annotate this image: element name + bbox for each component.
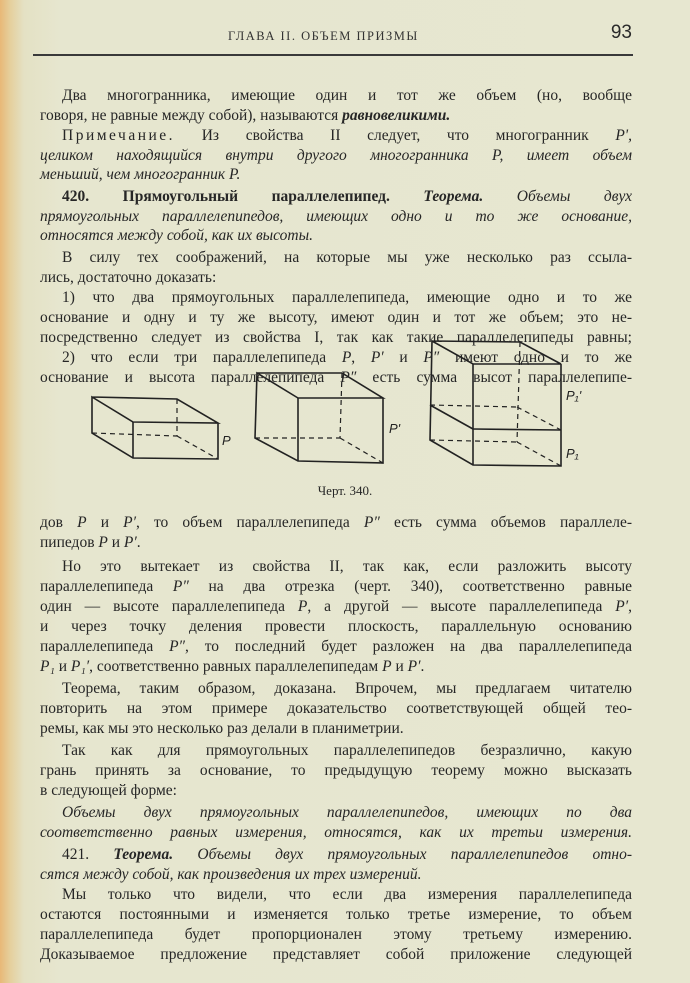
text-run: и bbox=[391, 658, 408, 675]
box-p bbox=[92, 397, 218, 459]
text-run: Так как для прямоугольных параллелепипедов безразлично, какую bbox=[62, 742, 632, 759]
text-run: и bbox=[86, 514, 124, 531]
text-run: посредственно следует из свойства I, так как такие параллелепипеды равны; bbox=[40, 329, 632, 346]
text-run: . bbox=[420, 658, 425, 675]
text-run: грань принять за основание, то предыдущую теорему можно высказать bbox=[40, 762, 632, 779]
box-p-double-prime bbox=[430, 341, 561, 466]
text-run: P″ bbox=[169, 638, 186, 655]
text-run: основание и одну и ту же высоту, имеют один и тот же объем; это не- bbox=[40, 309, 632, 326]
text-run: P', bbox=[615, 127, 632, 144]
text-run: в следующей форме: bbox=[40, 782, 177, 799]
text-run: на два отрезка (черт. 340), соответственно равные bbox=[188, 578, 632, 595]
text-run: Теорема. bbox=[113, 846, 174, 863]
text-run: P bbox=[77, 514, 87, 531]
text-run: лись, достаточно доказать: bbox=[40, 269, 217, 286]
page-number: 93 bbox=[610, 22, 632, 43]
text-run: P bbox=[297, 598, 308, 615]
text-run: и bbox=[107, 534, 124, 551]
text-run: 1) что два прямоугольных параллелепипеда, имеющие одно и то же bbox=[62, 289, 632, 306]
text-run: , то последний будет разложен на два параллелепипеда bbox=[185, 638, 632, 655]
text-run: 2) что если три параллелепипеда bbox=[62, 349, 342, 366]
text-run: Объемы двух прямоугольных параллелепипедов, имеющих по два bbox=[62, 804, 632, 821]
text-run: параллелепипеда bbox=[40, 638, 170, 655]
text-run: равновеликими. bbox=[342, 107, 451, 124]
text-run: параллелепипеда bbox=[40, 578, 173, 595]
text-run: имеют одно и то же bbox=[439, 349, 632, 366]
text-run: P bbox=[98, 534, 108, 551]
text-run: прямоугольных параллелепипедов, имеющих одно и то же основание, bbox=[40, 208, 632, 225]
text-run: говоря, не равные между собой), называются bbox=[40, 107, 343, 124]
text-run: P″ bbox=[340, 369, 357, 386]
text-run: дов bbox=[40, 514, 78, 531]
text-run: остаются постоянными и изменяется только третье измерение, то объем bbox=[40, 906, 632, 923]
text-run: 421. bbox=[62, 846, 114, 863]
text-run: Доказываемое предложение представляет собой приложение следующей bbox=[40, 946, 632, 963]
text-run: повторить на этом примере доказательство соответствующей общей тео- bbox=[40, 700, 632, 717]
text-run: Теорема, таким образом, доказана. Впрочем, мы предлагаем читателю bbox=[62, 680, 632, 697]
figure-caption: Черт. 340. bbox=[317, 483, 373, 498]
text-run: , соответственно равных параллелепипедам bbox=[89, 658, 383, 675]
text-run: P′ bbox=[123, 534, 137, 551]
text-run: P bbox=[341, 349, 352, 366]
text-run: . bbox=[136, 534, 141, 551]
label-p-prime: P' bbox=[389, 421, 401, 436]
text-run: P′ bbox=[615, 598, 629, 615]
text-run: пипедов bbox=[40, 534, 99, 551]
text-run: один — высоте параллелепипеда bbox=[40, 598, 298, 615]
text-run: есть сумма объемов параллеле- bbox=[379, 514, 633, 531]
text-run: целиком находящийся внутри другого многогранника P, имеет объем bbox=[40, 147, 632, 164]
text-run: есть сумма высот параллелепипе- bbox=[356, 369, 632, 386]
text-run: P″ bbox=[172, 578, 189, 595]
text-run: , а другой — высоте параллелепипеда bbox=[307, 598, 616, 615]
text-run: и через точку деления провести плоскость, параллельную основанию bbox=[40, 618, 632, 635]
text-run: P′ bbox=[407, 658, 421, 675]
text-run: , bbox=[351, 349, 371, 366]
text-run: P₁ bbox=[40, 658, 55, 675]
text-run: сятся между собой, как произведения их трех измерений. bbox=[40, 866, 422, 883]
text-run: и bbox=[54, 658, 71, 675]
text-run: относятся между собой, как их высоты. bbox=[40, 227, 313, 244]
text-run: и bbox=[383, 349, 424, 366]
text-run: P″ bbox=[363, 514, 380, 531]
text-run: Но это вытекает из свойства II, так как, если разложить высоту bbox=[62, 558, 632, 575]
text-run: , то объем параллелепипеда bbox=[135, 514, 364, 531]
text-run: Примечание. bbox=[62, 127, 176, 144]
text-run: Из свойства II следует, что многогранник bbox=[175, 127, 616, 144]
text-run: Теорема. bbox=[423, 188, 484, 205]
text-run: соответственно равных измерения, относятся, как их третьи измерения. bbox=[40, 824, 632, 841]
text-run: Объемы двух прямоугольных параллелепипедов отно- bbox=[173, 846, 633, 863]
label-p1: P₁ bbox=[566, 446, 579, 461]
text-run: P bbox=[382, 658, 392, 675]
box-p-prime bbox=[255, 373, 383, 463]
text-run: P₁′ bbox=[70, 658, 90, 675]
text-run: ремы, как мы это несколько раз делали в планиметрии. bbox=[40, 720, 404, 737]
text-run: P′ bbox=[123, 514, 136, 531]
text-run: , bbox=[628, 598, 633, 615]
label-p: P bbox=[222, 433, 231, 448]
running-header: ГЛАВА II. ОБЪЕМ ПРИЗМЫ bbox=[228, 29, 419, 43]
label-p1-prime: P₁' bbox=[566, 388, 582, 403]
text-run: Мы только что видели, что если два измерения параллелепипеда bbox=[62, 886, 632, 903]
text-run: параллелепипеда будет пропорционален этому третьему измерению. bbox=[40, 926, 632, 943]
text-run: P′ bbox=[370, 349, 384, 366]
text-run: 420. Прямоугольный параллелепипед. bbox=[62, 188, 424, 205]
text-run: Объемы двух bbox=[483, 188, 633, 205]
text-run: основание и высота параллелепипеда bbox=[40, 369, 341, 386]
text-run: Два многогранника, имеющие один и тот же объем (но, вообще bbox=[62, 87, 632, 104]
text-run: меньший, чем многогранник P. bbox=[40, 166, 241, 183]
text-run: В силу тех соображений, на которые мы уже несколько раз ссыла- bbox=[62, 249, 632, 266]
text-run: P″ bbox=[423, 349, 440, 366]
